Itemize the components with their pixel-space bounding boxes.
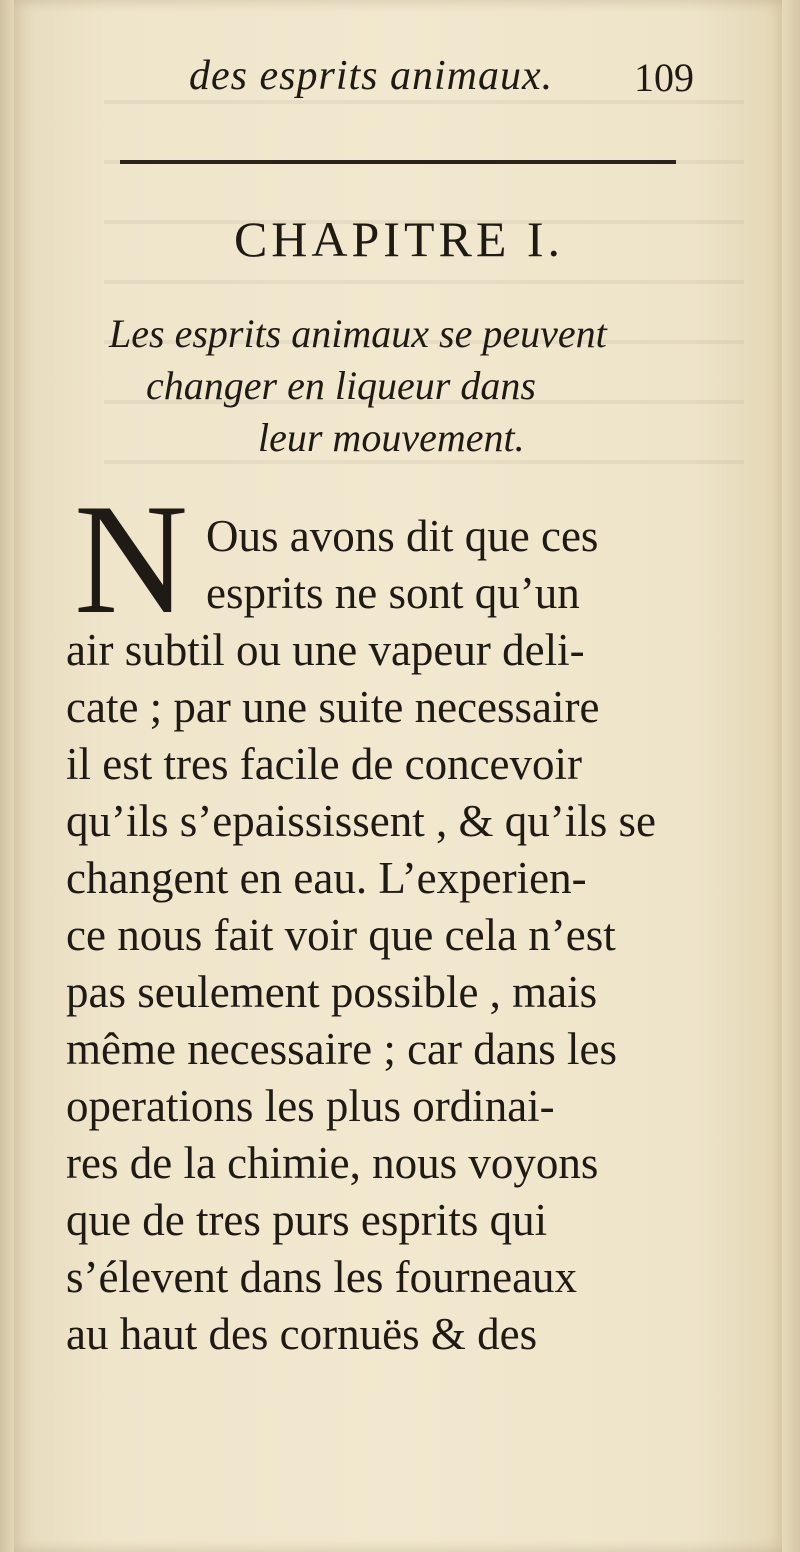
page-right-edge: [782, 0, 800, 1552]
text-line: qu’ils s’epaississent , & qu’ils se: [66, 796, 656, 846]
heading-line: Les esprits animaux se peuvent: [109, 311, 607, 356]
book-page: [14, 0, 784, 1552]
heading-line: changer en liqueur dans: [146, 363, 536, 408]
header-rule: [120, 160, 676, 164]
text-line: s’élevent dans les fourneaux: [66, 1252, 578, 1302]
running-title: des esprits animaux.: [189, 53, 554, 99]
text-line: esprits ne sont qu’un: [206, 568, 580, 618]
text-line: Ous avons dit que ces: [206, 511, 599, 561]
text-line: au haut des cornuës & des: [66, 1309, 538, 1359]
text-line: il est tres facile de concevoir: [66, 739, 583, 789]
text-line: que de tres purs esprits qui: [66, 1195, 548, 1245]
page-number: 109: [634, 55, 694, 100]
text-line: air subtil ou une vapeur deli-: [66, 625, 585, 675]
text-line: res de la chimie, nous voyons: [66, 1138, 599, 1188]
heading-line: leur mouvement.: [258, 415, 525, 460]
text-line: changent en eau. L’experien-: [66, 853, 587, 903]
text-line: operations les plus ordinai-: [66, 1081, 555, 1131]
text-line: pas seulement possible , mais: [66, 967, 598, 1017]
chapter-title: CHAPITRE I.: [233, 211, 565, 267]
text-line: cate ; par une suite necessaire: [66, 682, 600, 732]
drop-cap: N: [74, 472, 189, 647]
text-line: même necessaire ; car dans les: [66, 1024, 617, 1074]
text-line: ce nous fait voir que cela n’est: [66, 910, 616, 960]
